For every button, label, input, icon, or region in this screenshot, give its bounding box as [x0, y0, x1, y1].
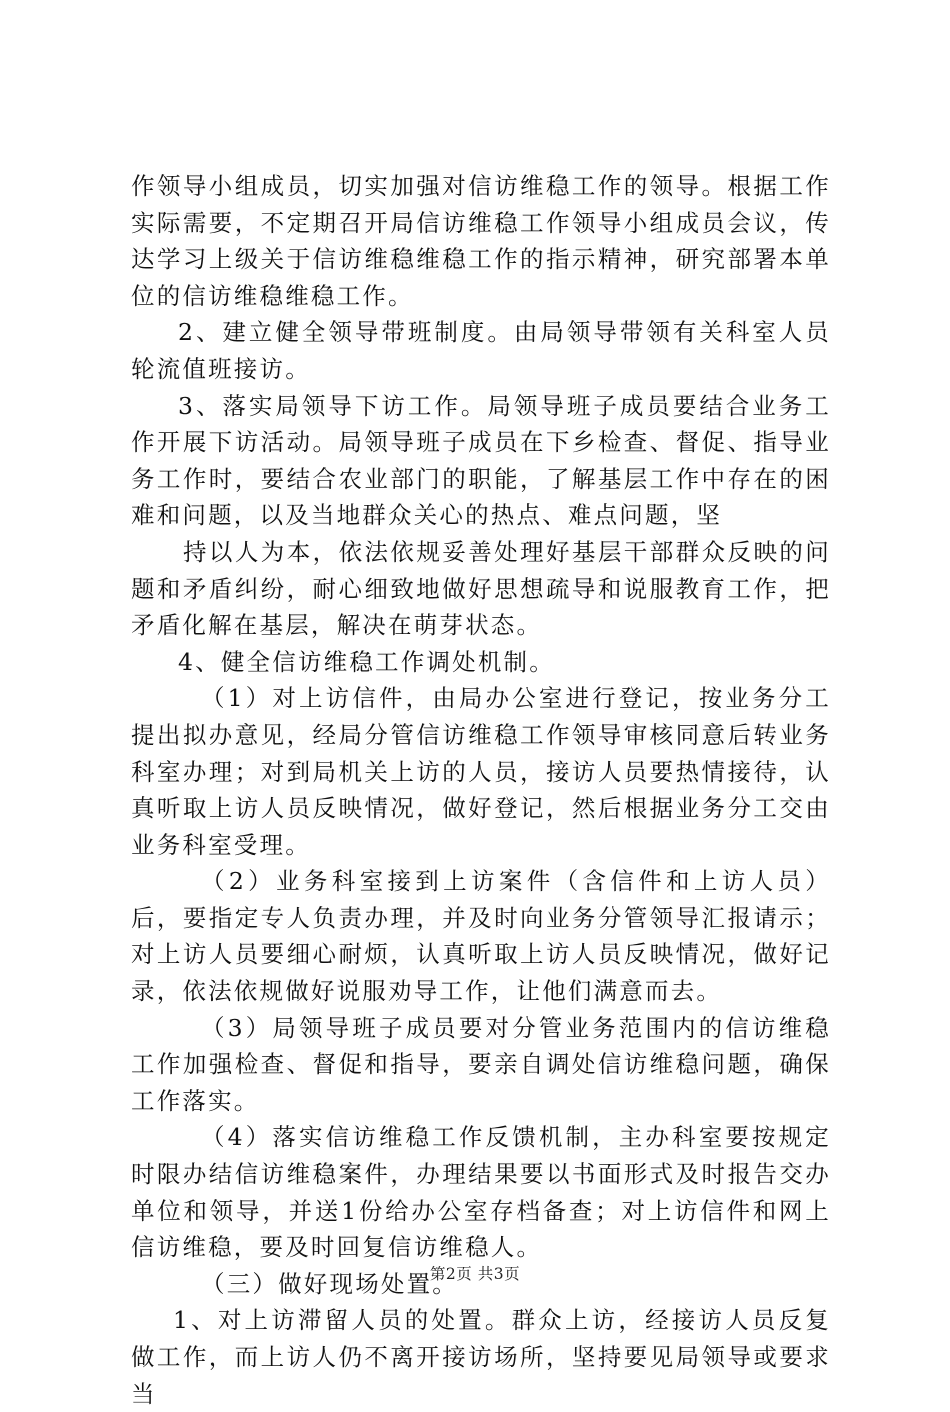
paragraph-item-3: （3）局领导班子成员要对分管业务范围内的信访维稳工作加强检查、督促和指导，要亲自调处信访维稳问题，确保工作落实。 — [131, 1013, 831, 1115]
paragraph-visit-work-continued: 持以人为本，依法依规妥善处理好基层干部群众反映的问题和矛盾纠纷，耐心细致地做好思想疏导和说服教育工作，把矛盾化解在基层，解决在萌芽状态。 — [131, 537, 831, 640]
paragraph-mediation-mechanism: 4、健全信访维稳工作调处机制。 — [178, 647, 555, 676]
paragraph-item-2: （2）业务科室接到上访案件（含信件和上访人员）后，要指定专人负责办理，并及时向业务分管领导汇报请示；对上访人员要细心耐烦，认真听取上访人员反映情况，做好记录，依法依规做好说服劝导工作，让他们满意而去。 — [131, 867, 831, 1006]
page-number-footer: 第2页 共3页 — [429, 1265, 521, 1283]
paragraph-item-1: （1）对上访信件，由局办公室进行登记，按业务分工提出拟办意见，经局分管信访维稳工作领导审核同意后转业务科室办理；对到局机关上访的人员，接访人员要热情接待，认真听取上访人员反映情况，做好登记，然后根据业务分工交由业务科室受理。 — [131, 684, 831, 859]
paragraph-visit-work: 3、落实局领导下访工作。局领导班子成员要结合业务工作开展下访活动。局领导班子成员在下乡检查、督促、指导业务工作时，要结合农业部门的职能，了解基层工作中存在的困难和问题，以及当地群众关心的热点、难点问题，坚 — [131, 391, 831, 530]
paragraph-duty-system: 2、建立健全领导带班制度。由局领导带领有关科室人员轮流值班接访。 — [131, 318, 831, 383]
paragraph-leadership-group: 作领导小组成员，切实加强对信访维稳工作的领导。根据工作实际需要，不定期召开局信访维稳工作领导小组成员会议，传达学习上级关于信访维稳维稳工作的指示精神，研究部署本单位的信访维稳维稳工作。 — [131, 172, 831, 310]
document-body — [131, 168, 831, 1412]
section-heading-onsite-handling: （三）做好现场处置。 — [201, 1269, 458, 1298]
paragraph-item-4: （4）落实信访维稳工作反馈机制，主办科室要按规定时限办结信访维稳案件，办理结果要以书面形式及时报告交办单位和领导，并送1份给办公室存档备查；对上访信件和网上信访维稳，要及时回复信访维稳人。 — [131, 1123, 831, 1262]
paragraph-stranded-visitors: 1、对上访滞留人员的处置。群众上访，经接访人员反复做工作，而上访人仍不离开接访场所，坚持要见局领导或要求当 — [131, 1306, 831, 1408]
